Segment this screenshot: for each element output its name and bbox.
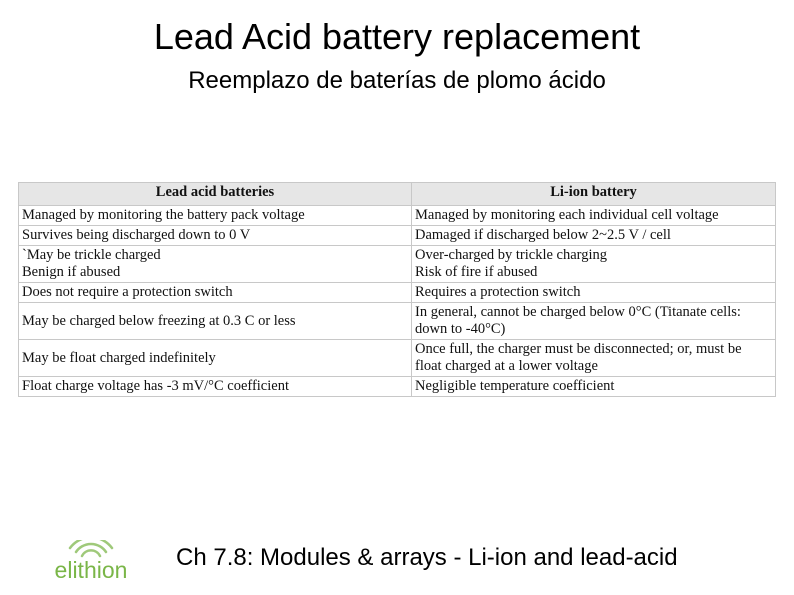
- li-ion-cell: [412, 377, 776, 397]
- cell-text: May be float charged indefinitely: [22, 349, 216, 366]
- slide-title: Lead Acid battery replacement: [153, 16, 641, 57]
- lead-acid-cell: [19, 206, 412, 226]
- table-row: [19, 246, 776, 283]
- header-li-ion: Li-ion battery: [412, 183, 776, 206]
- table-row: [19, 283, 776, 303]
- lead-acid-cell: [19, 283, 412, 303]
- li-ion-cell: [412, 283, 776, 303]
- cell-text: Does not require a protection switch: [22, 284, 233, 300]
- cell-text: May be charged below freezing at 0.3 C or less: [22, 312, 296, 329]
- cell-text: Float charge voltage has -3 mV/°C coefficient: [22, 378, 289, 394]
- cell-text: float charged at a lower voltage: [415, 358, 598, 374]
- li-ion-cell: [412, 340, 776, 377]
- cell-text: Managed by monitoring each individual cell voltage: [415, 207, 719, 223]
- cell-text: Survives being discharged down to 0 V: [22, 227, 251, 243]
- cell-text: Negligible temperature coefficient: [415, 378, 615, 394]
- table-row: [19, 226, 776, 246]
- cell-text: `May be trickle charged: [22, 247, 161, 263]
- cell-text: In general, cannot be charged below 0°C (Titanate cells:: [415, 304, 741, 320]
- cell-text: Once full, the charger must be disconnected; or, must be: [415, 341, 742, 357]
- table-row: [19, 340, 776, 377]
- lead-acid-cell: [19, 340, 412, 377]
- cell-text: Managed by monitoring the battery pack voltage: [22, 207, 305, 223]
- cell-text: Benign if abused: [22, 264, 121, 280]
- cell-text: down to -40°C): [415, 321, 506, 337]
- table-row: [19, 206, 776, 226]
- table-row: [19, 303, 776, 340]
- cell-text: Risk of fire if abused: [415, 264, 538, 280]
- comparison-table: [18, 182, 776, 397]
- lead-acid-cell: [19, 377, 412, 397]
- lead-acid-cell: [19, 226, 412, 246]
- li-ion-cell: [412, 303, 776, 340]
- cell-text: Requires a protection switch: [415, 284, 581, 300]
- slide-subtitle: Reemplazo de baterías de plomo ácido: [188, 67, 606, 94]
- li-ion-cell: [412, 226, 776, 246]
- lead-acid-cell: [19, 303, 412, 340]
- header-lead-acid: Lead acid batteries: [19, 183, 412, 206]
- cell-text: Damaged if discharged below 2~2.5 V / cell: [415, 227, 671, 243]
- logo-wordmark: elithion: [54, 557, 128, 583]
- footer-caption: Ch 7.8: Modules & arrays - Li-ion and lead-acid: [176, 544, 678, 571]
- elithion-logo: [38, 540, 144, 586]
- li-ion-cell: [412, 206, 776, 226]
- lead-acid-cell: [19, 246, 412, 283]
- cell-text: Over-charged by trickle charging: [415, 247, 608, 263]
- table-header-row: [19, 183, 776, 206]
- table-row: [19, 377, 776, 397]
- signal-arcs-icon: [70, 540, 112, 556]
- li-ion-cell: [412, 246, 776, 283]
